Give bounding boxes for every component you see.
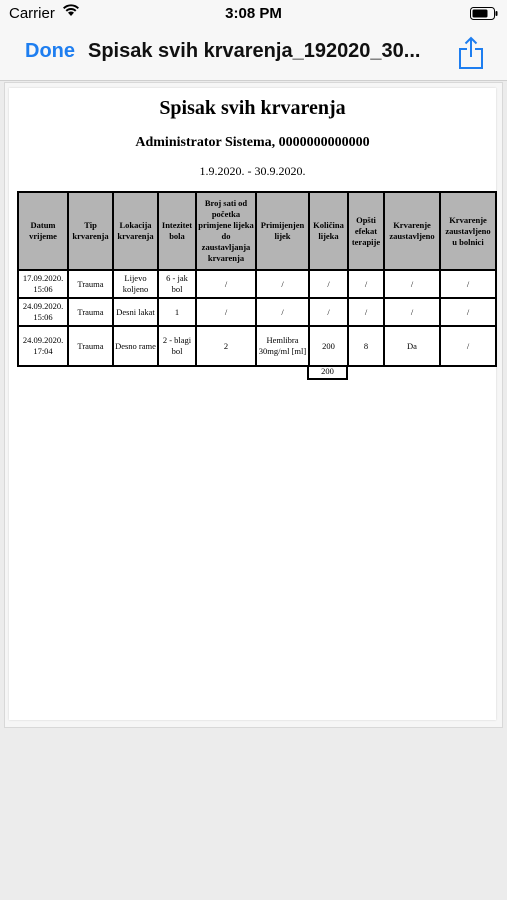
quantity-total: 200 [307,365,348,380]
table-cell: Hemlibra 30mg/ml [ml] [256,326,309,366]
table-cell: Desno rame [113,326,158,366]
table-row [18,298,496,326]
table-cell: / [440,298,496,326]
column-header: Krvarenje zaustavljeno u bolnici [440,192,496,270]
table-cell: Trauma [68,326,113,366]
table-cell: / [309,270,348,298]
table-cell: / [384,298,440,326]
battery-icon [470,7,498,20]
column-header: Datum vrijeme [18,192,68,270]
table-cell: Da [384,326,440,366]
table-cell: / [348,298,384,326]
table-cell: / [440,270,496,298]
table-cell: / [256,298,309,326]
column-header: Opšti efekat terapije [348,192,384,270]
table-cell: Lijevo koljeno [113,270,158,298]
table-row [18,270,496,298]
table-cell: / [309,298,348,326]
done-button[interactable]: Done [25,40,75,62]
table-header-row [18,192,496,270]
table-cell: 1 [158,298,196,326]
table-cell: / [196,298,256,326]
status-bar [0,0,507,28]
table-cell: / [348,270,384,298]
table-row [18,326,496,366]
table-cell: Trauma [68,270,113,298]
pdf-page [9,88,496,720]
report-subtitle: Administrator Sistema, 0000000000000 [135,135,370,150]
table-cell: 2 [196,326,256,366]
table-cell: / [196,270,256,298]
column-header: Primijenjen lijek [256,192,309,270]
table-cell: / [440,326,496,366]
bleeding-report-table [17,191,497,367]
share-icon[interactable] [458,36,484,70]
table-cell: 8 [348,326,384,366]
table-cell: 24.09.2020. 17:04 [18,326,68,366]
carrier-label: Carrier [9,5,55,22]
table-cell: 2 - blagi bol [158,326,196,366]
table-cell: 200 [309,326,348,366]
column-header: Količina lijeka [309,192,348,270]
table-cell: / [256,270,309,298]
table-cell: Trauma [68,298,113,326]
table-cell: 24.09.2020. 15:06 [18,298,68,326]
column-header: Tip krvarenja [68,192,113,270]
table-cell: Desni lakat [113,298,158,326]
report-title: Spisak svih krvarenja [159,97,346,119]
column-header: Lokacija krvarenja [113,192,158,270]
table-cell: / [384,270,440,298]
table-cell: 6 - jak bol [158,270,196,298]
column-header: Krvarenje zaustavljeno [384,192,440,270]
table-cell: 17.09.2020. 15:06 [18,270,68,298]
clock: 3:08 PM [225,5,282,22]
column-header: Intezitet bola [158,192,196,270]
document-title: Spisak svih krvarenja_192020_30... [88,40,421,62]
navigation-bar [0,28,507,81]
column-header: Broj sati od početka primjene lijeka do zaustavljanja krvarenja [196,192,256,270]
report-date-range: 1.9.2020. - 30.9.2020. [199,164,306,178]
